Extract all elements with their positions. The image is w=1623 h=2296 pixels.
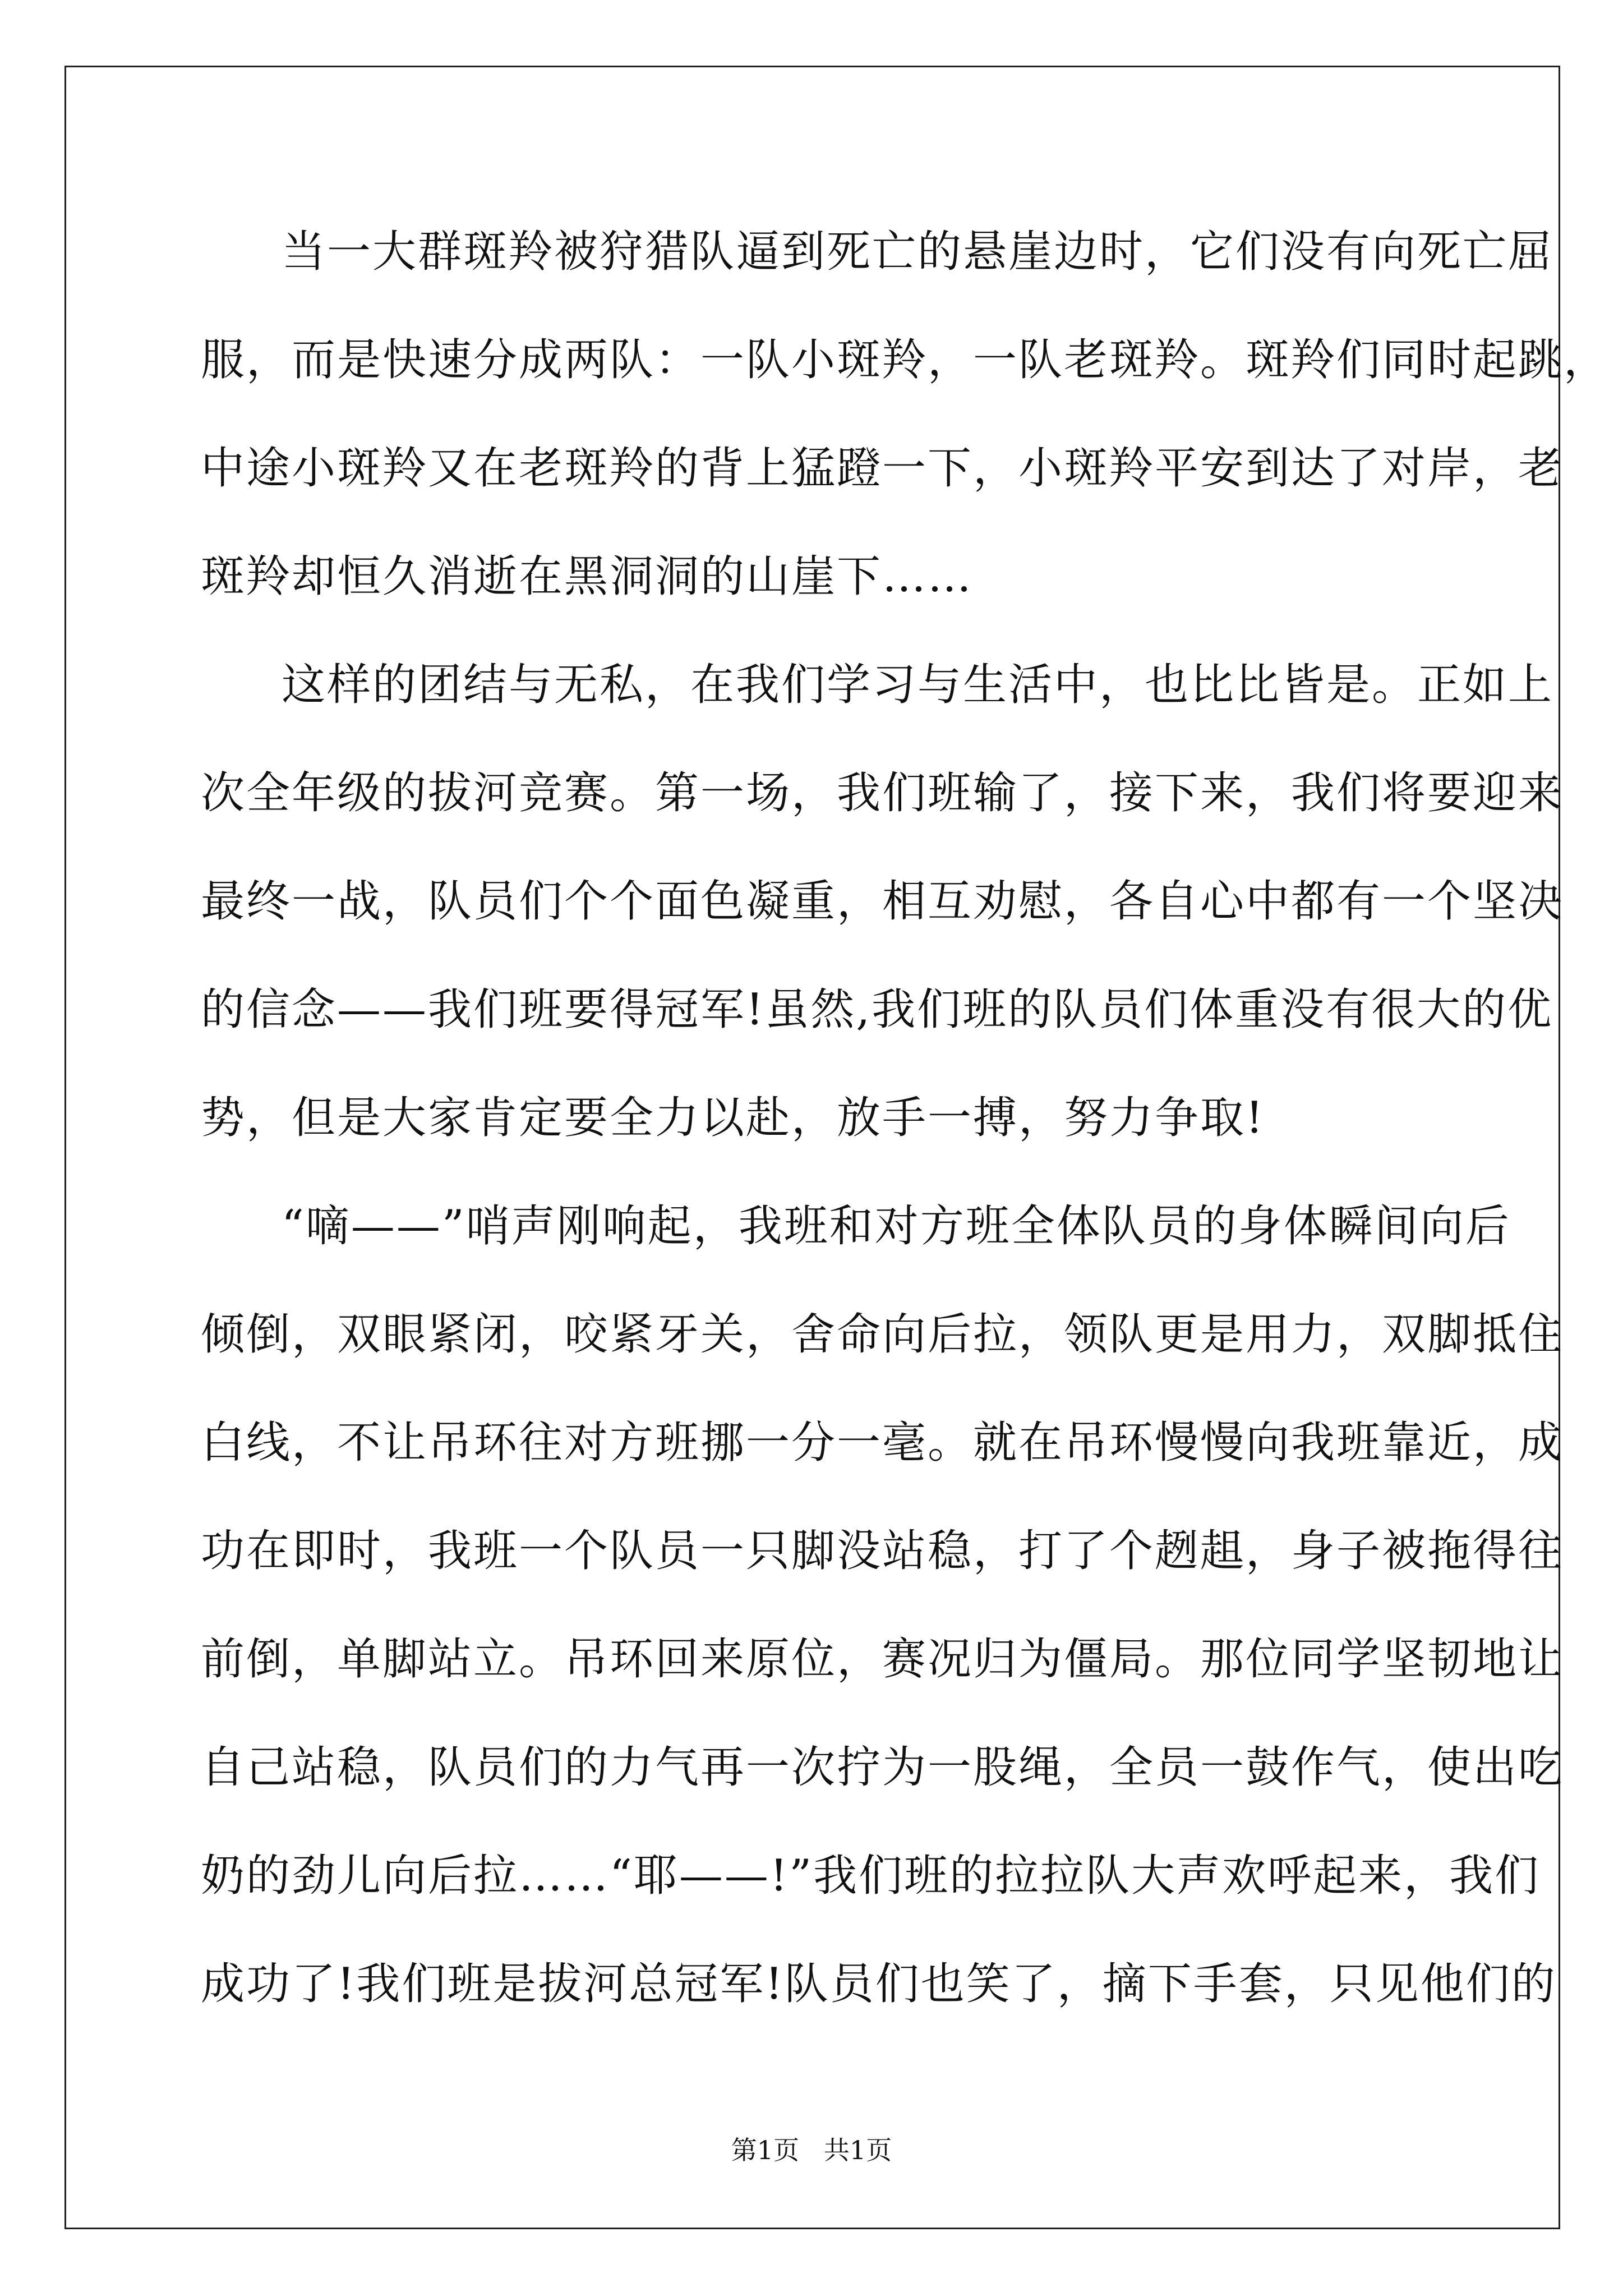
paragraph-3-line-4: 功在即时，我班一个队员一只脚没站稳，打了个趔趄，身子被拖得往 bbox=[201, 1526, 1564, 1576]
paragraph-1-line-4: 斑羚却恒久消逝在黑洞洞的山崖下…… bbox=[201, 551, 974, 602]
paragraph-3-line-3: 白线，不让吊环往对方班挪一分一毫。就在吊环慢慢向我班靠近，成 bbox=[201, 1418, 1564, 1468]
paragraph-2-line-5: 势，但是大家肯定要全力以赴，放手一搏，努力争取! bbox=[201, 1093, 1265, 1143]
paragraph-2-line-1: 这样的团结与无私，在我们学习与生活中，也比比皆是。正如上 bbox=[282, 660, 1554, 710]
document-body bbox=[201, 220, 1610, 2060]
paragraph-1-line-1: 当一大群斑羚被狩猎队逼到死亡的悬崖边时，它们没有向死亡屈 bbox=[282, 227, 1554, 277]
paragraph-2-line-3: 最终一战，队员们个个面色凝重，相互劝慰，各自心中都有一个坚决 bbox=[201, 876, 1564, 927]
paragraph-3-line-8: 成功了!我们班是拔河总冠军!队员们也笑了，摘下手套，只见他们的 bbox=[201, 1959, 1557, 2009]
paragraph-3-line-2: 倾倒，双眼紧闭，咬紧牙关，舍命向后拉，领队更是用力，双脚抵住 bbox=[201, 1309, 1564, 1360]
paragraph-1-line-3: 中途小斑羚又在老斑羚的背上猛蹬一下，小斑羚平安到达了对岸，老 bbox=[201, 443, 1564, 494]
page-footer: 第1页 共1页 bbox=[731, 2135, 892, 2165]
paragraph-2-line-2: 次全年级的拔河竞赛。第一场，我们班输了，接下来，我们将要迎来 bbox=[201, 768, 1564, 818]
paragraph-3-line-1: “嘀——”哨声刚响起，我班和对方班全体队员的身体瞬间向后 bbox=[282, 1201, 1511, 1251]
paragraph-1-line-2: 服，而是快速分成两队：一队小斑羚，一队老斑羚。斑羚们同时起跳， bbox=[201, 335, 1610, 385]
paragraph-3-line-6: 自己站稳，队员们的力气再一次拧为一股绳，全员一鼓作气，使出吃 bbox=[201, 1742, 1564, 1793]
paragraph-3-line-7: 奶的劲儿向后拉……“耶——!”我们班的拉拉队大声欢呼起来，我们 bbox=[201, 1851, 1541, 1901]
paragraph-3-line-5: 前倒，单脚站立。吊环回来原位，赛况归为僵局。那位同学坚韧地让 bbox=[201, 1634, 1564, 1685]
paragraph-2-line-4: 的信念——我们班要得冠军!虽然,我们班的队员们体重没有很大的优 bbox=[201, 984, 1553, 1035]
